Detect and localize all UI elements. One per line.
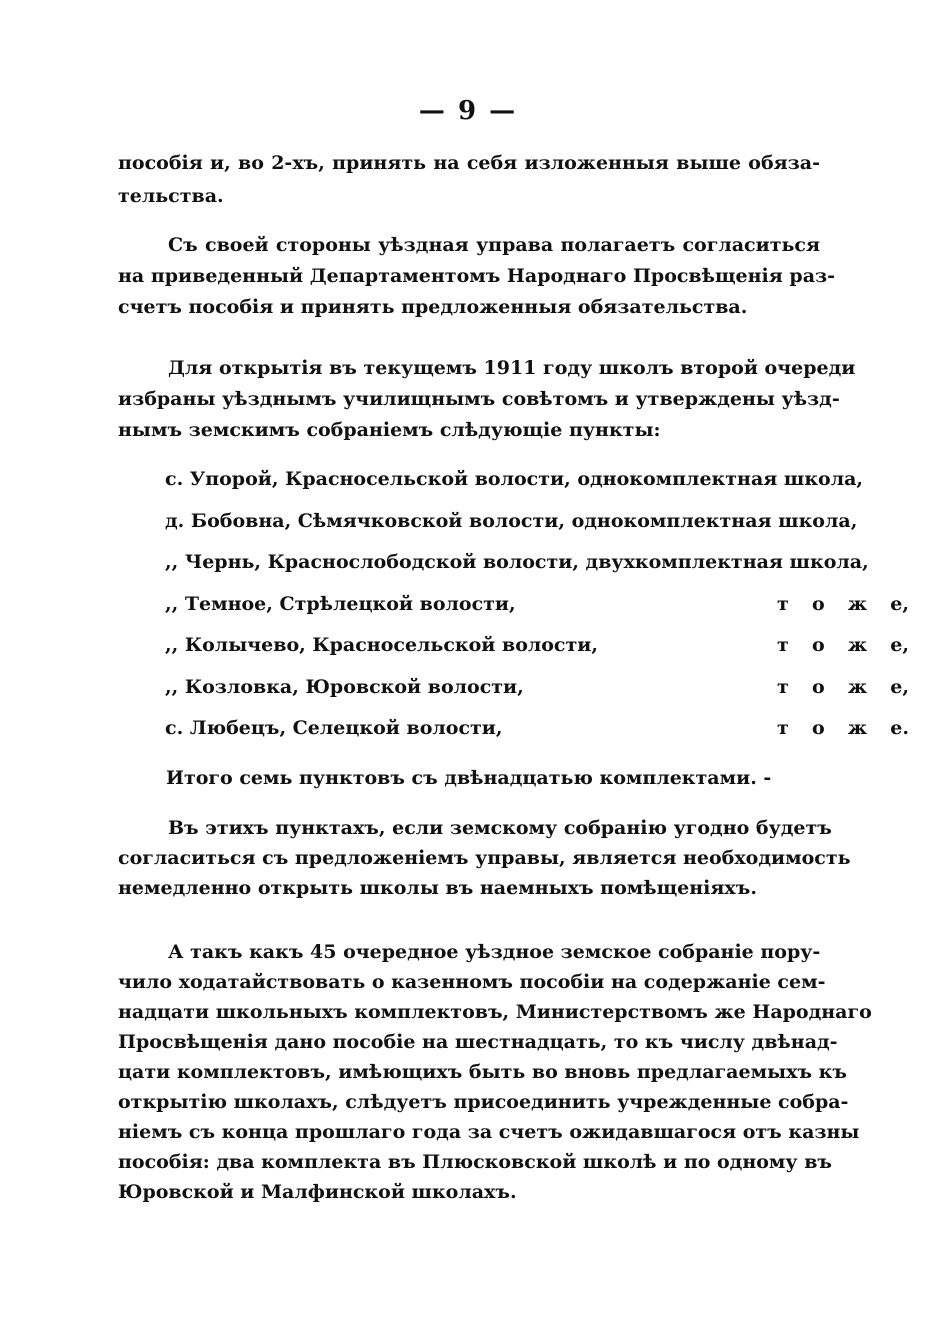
tozhe-letter: т [777, 676, 789, 698]
list-item [165, 715, 909, 741]
list-item [165, 549, 869, 575]
para2-line-3: счетъ пособія и принять предложенныя обязательства. [118, 296, 748, 318]
tozhe-letter: о [811, 717, 825, 739]
tozhe-letter: о [811, 593, 825, 615]
list-item [165, 591, 909, 617]
para1-line-2: тельства. [118, 185, 224, 207]
para5-line-3: надцати школьныхъ комплектовъ, Министерствомъ же Народнаго [118, 1001, 872, 1023]
para5-line-6: открытію школахъ, слѣдуетъ присоединить учрежденные собра- [118, 1091, 849, 1113]
para4-line-3: немедленно открыть школы въ наемныхъ помѣщеніяхъ. [118, 877, 757, 899]
tozhe-letter: е, [890, 593, 909, 615]
para5-line-1: А такъ какъ 45 очередное уѣздное земское собраніе пору- [168, 941, 821, 963]
para5-line-5: цати комплектовъ, имѣющихъ быть во вновь предлагаемыхъ къ [118, 1061, 847, 1083]
item-text: ,, Темное, Стрѣлецкой волости, [165, 593, 516, 615]
para5-line-4: Просвѣщенія дано пособіе на шестнадцать, то къ числу двѣнад- [118, 1031, 838, 1053]
para2-line-1: Съ своей стороны уѣздная управа полагаетъ согласиться [168, 234, 820, 256]
list-item [165, 508, 858, 534]
tozhe-letter: ж [847, 676, 868, 698]
tozhe-letter: т [777, 593, 789, 615]
page-number: — 9 — [418, 96, 518, 126]
para5-line-2: чило ходатайствовать о казенномъ пособіи на содержаніе сем- [118, 971, 826, 993]
para4-line-1: Въ этихъ пунктахъ, если земскому собранію угодно будетъ [168, 817, 832, 839]
para3-line-1: Для открытія въ текущемъ 1911 году школъ второй очереди [168, 357, 856, 379]
tozhe-letter: ж [847, 717, 868, 739]
para5-line-9: Юровской и Малфинской школахъ. [118, 1181, 517, 1203]
item-tozhe [777, 674, 909, 700]
tozhe-letter: е, [890, 634, 909, 656]
item-text: д. Бобовна, Сѣмячковской волости, однокомплектная школа, [165, 510, 858, 532]
para2-line-2: на приведенный Департаментомъ Народнаго Просвѣщенія раз- [118, 265, 836, 287]
item-tozhe [777, 632, 909, 658]
item-tozhe [777, 715, 909, 741]
para5-line-8: пособія: два комплекта въ Плюсковской школѣ и по одному въ [118, 1151, 832, 1173]
tozhe-letter: о [811, 676, 825, 698]
tozhe-letter: е, [890, 676, 909, 698]
para3-line-3: нымъ земскимъ собраніемъ слѣдующіе пункты: [118, 419, 661, 441]
tozhe-letter: о [811, 634, 825, 656]
tozhe-letter: ж [847, 634, 868, 656]
item-text: ,, Козловка, Юровской волости, [165, 676, 524, 698]
para3-line-2: избраны уѣзднымъ училищнымъ совѣтомъ и утверждены уѣзд- [118, 388, 840, 410]
list-item [165, 674, 909, 700]
list-item [165, 466, 864, 492]
tozhe-letter: е. [890, 717, 909, 739]
item-text: ,, Чернь, Краснослободской волости, двухкомплектная школа, [165, 551, 869, 573]
item-text: с. Любецъ, Селецкой волости, [165, 717, 503, 739]
tozhe-letter: т [777, 634, 789, 656]
item-text: ,, Колычево, Красносельской волости, [165, 634, 598, 656]
item-tozhe [777, 591, 909, 617]
item-text: с. Упорой, Красносельской волости, однокомплектная школа, [165, 468, 864, 490]
para4-line-2: согласиться съ предложеніемъ управы, является необходимость [118, 847, 851, 869]
tozhe-letter: ж [847, 593, 868, 615]
total-line: Итого семь пунктовъ съ двѣнадцатью комплектами. - [166, 767, 772, 789]
list-item [165, 632, 909, 658]
tozhe-letter: т [777, 717, 789, 739]
para5-line-7: ніемъ съ конца прошлаго года за счетъ ожидавшагося отъ казны [118, 1121, 860, 1143]
para1-line-1: пособія и, во 2-хъ, принять на себя изложенныя выше обяза- [118, 152, 820, 174]
